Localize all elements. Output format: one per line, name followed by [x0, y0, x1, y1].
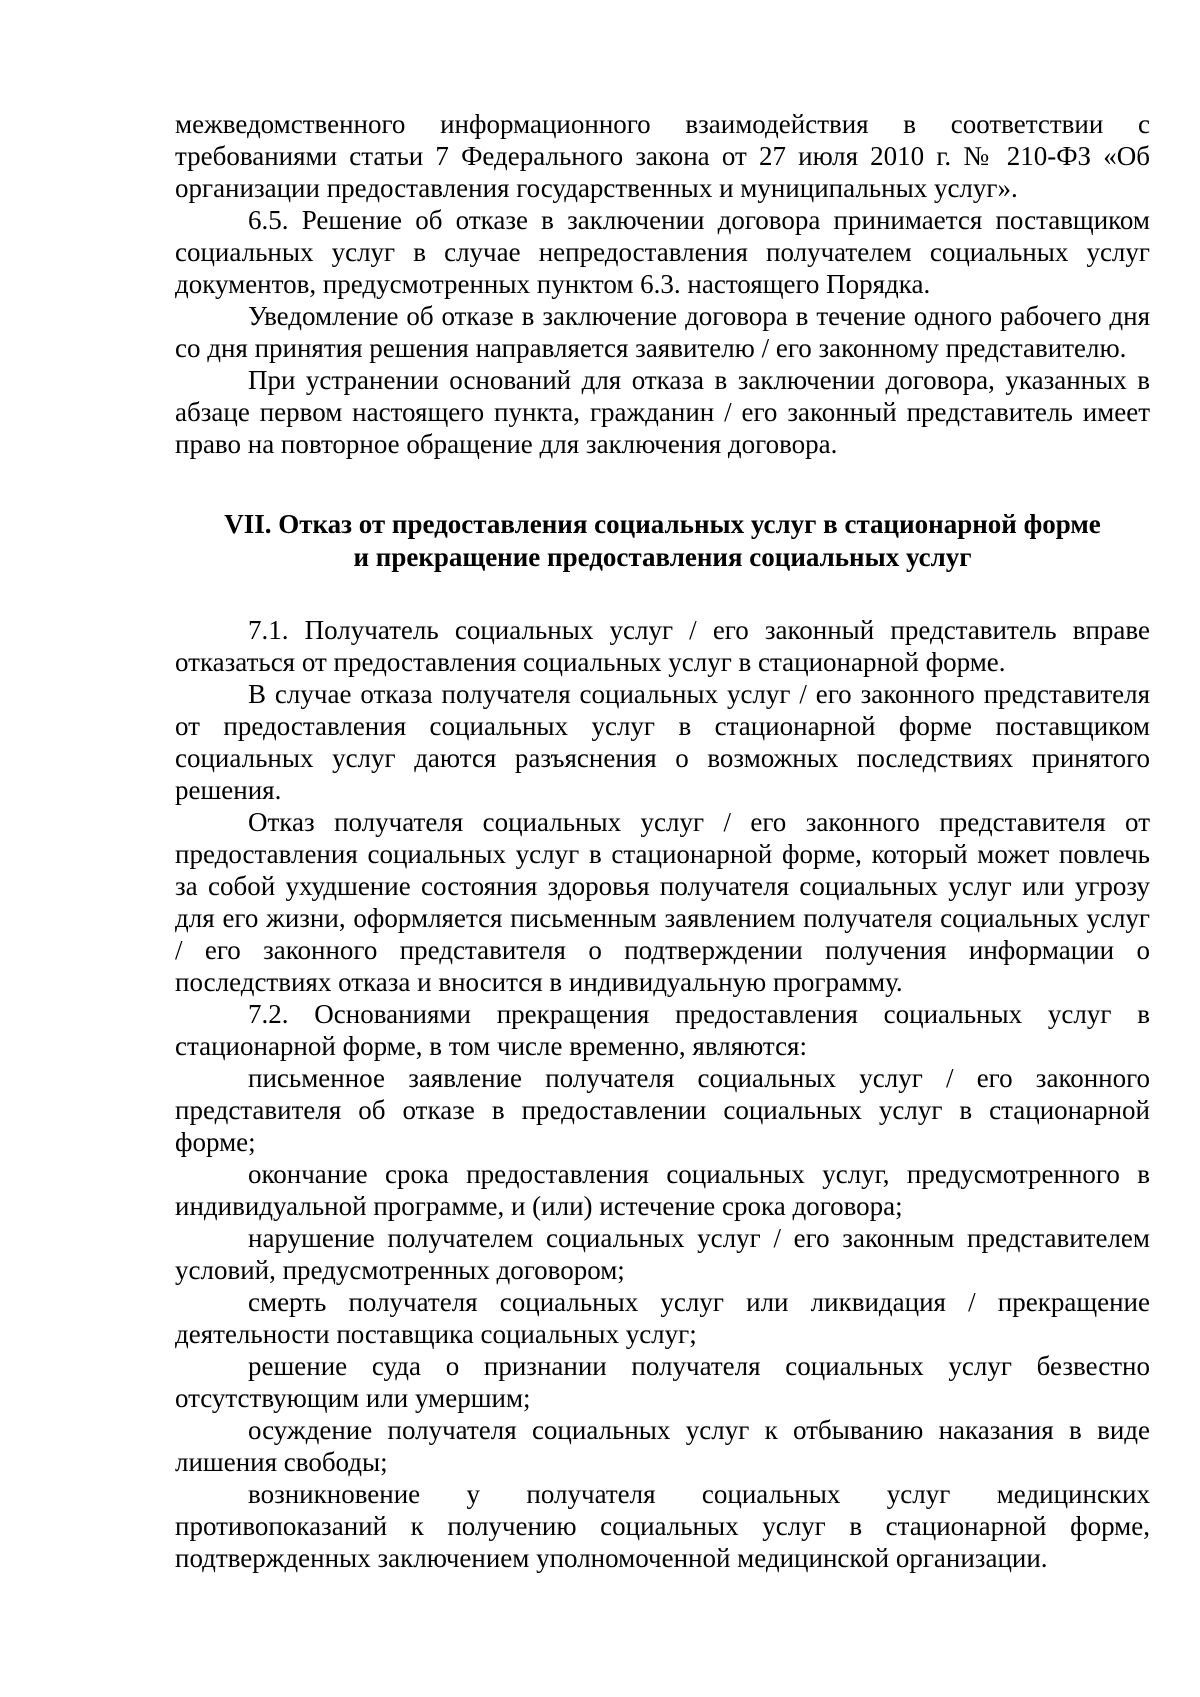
list-item-term-expiry: окончание срока предоставления социальных услуг, предусмотренного в индивидуальной программе, и (или) истечение срока договора; [175, 1159, 1150, 1221]
list-item-medical-contraindications: возникновение у получателя социальных услуг медицинских противопоказаний к получению социальных услуг в стационарной форме, подтвержденных заключением уполномоченной медицинской организации. [175, 1479, 1150, 1573]
paragraph-7-2: 7.2. Основаниями прекращения предоставления социальных услуг в стационарной форме, в том числе временно, являются: [175, 999, 1150, 1061]
section-heading-vii [175, 508, 1150, 574]
section-heading-line-1: VII. Отказ от предоставления социальных услуг в стационарной форме [224, 509, 1101, 539]
list-item-contract-violation: нарушение получателем социальных услуг / его законным представителем условий, предусмотренных договором; [175, 1223, 1150, 1285]
paragraph-6-5: 6.5. Решение об отказе в заключении договора принимается поставщиком социальных услуг в случае непредоставления получателем социальных услуг документов, предусмотренных пунктом 6.3. настоящего Порядка. [175, 205, 1150, 299]
list-item-court-decision: решение суда о признании получателя социальных услуг безвестно отсутствующим или умершим; [175, 1351, 1150, 1413]
paragraph-6-continuation: межведомственного информационного взаимодействия в соответствии с требованиями статьи 7 Федерального закона от 27 июля 2010 г. № 210-ФЗ «Об организации предоставления государственных и муниципальных услуг». [175, 109, 1150, 203]
list-item-death-liquidation: смерть получателя социальных услуг или ликвидация / прекращение деятельности поставщика социальных услуг; [175, 1287, 1150, 1349]
section-heading-line-2: и прекращение предоставления социальных услуг [353, 542, 972, 572]
paragraph-refusal-written: Отказ получателя социальных услуг / его законного представителя от предоставления социальных услуг в стационарной форме, который может повлечь за собой ухудшение состояния здоровья получателя социальных услуг или угрозу для его жизни, оформляется письменным заявлением получателя социальных услуг / его законного представителя о подтверждении получения информации о последствиях отказа и вносится в индивидуальную программу. [175, 807, 1150, 997]
list-item-conviction: осуждение получателя социальных услуг к отбыванию наказания в виде лишения свободы; [175, 1415, 1150, 1477]
list-item-written-statement: письменное заявление получателя социальных услуг / его законного представителя об отказе в предоставлении социальных услуг в стационарной форме; [175, 1063, 1150, 1157]
paragraph-repeat-application: При устранении оснований для отказа в заключении договора, указанных в абзаце первом настоящего пункта, гражданин / его законный представитель имеет право на повторное обращение для заключения договора. [175, 365, 1150, 459]
paragraph-refusal-notice: Уведомление об отказе в заключение договора в течение одного рабочего дня со дня принятия решения направляется заявителю / его законному представителю. [175, 301, 1150, 363]
document-page [175, 108, 1150, 1574]
paragraph-7-1: 7.1. Получатель социальных услуг / его законный представитель вправе отказаться от предоставления социальных услуг в стационарной форме. [175, 615, 1150, 677]
paragraph-refusal-explanation: В случае отказа получателя социальных услуг / его законного представителя от предоставления социальных услуг в стационарной форме поставщиком социальных услуг даются разъяснения о возможных последствиях принятого решения. [175, 679, 1150, 805]
